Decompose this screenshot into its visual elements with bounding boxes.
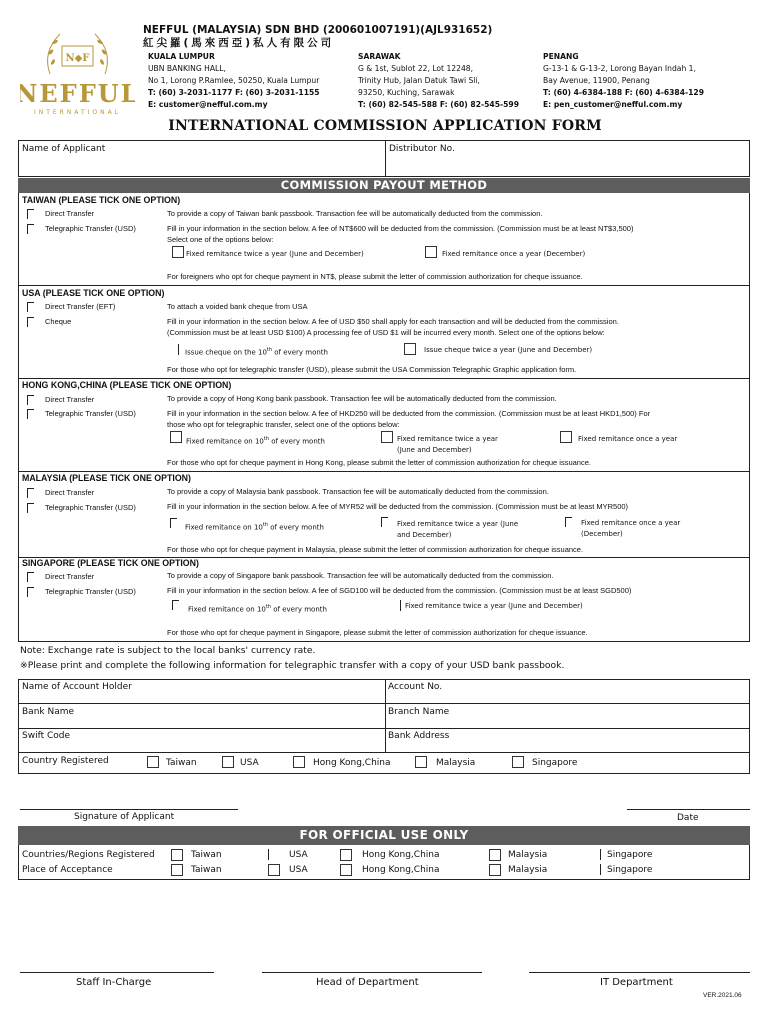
official-country-malaysia-checkbox[interactable] xyxy=(489,849,501,861)
my-twice-year-label-2: and December) xyxy=(397,531,452,539)
office-penang: PENANG G-13-1 & G-13-2, Lorong Bayan Indah 1, Bay Avenue, 11900, Penang T: (60) 4-6384-188 F: (60) 4-6384-129 E: pen_customer@nefful.com.my xyxy=(543,52,704,109)
hk-once-year-checkbox[interactable] xyxy=(560,431,572,443)
country-malaysia-label: Malaysia xyxy=(436,758,476,768)
usa-10th-label: Issue cheque on the 10th of every month xyxy=(185,347,328,357)
branch-name-label: Branch Name xyxy=(388,707,450,717)
place-singapore-label: Singapore xyxy=(607,865,653,875)
version-label: VER.2021.06 xyxy=(703,992,742,999)
it-department-line[interactable] xyxy=(529,972,750,973)
sg-twice-year-label: Fixed remitance twice a year (June and December) xyxy=(405,602,583,610)
taiwan-tt-label: Telegraphic Transfer (USD) xyxy=(45,224,136,233)
signature-line[interactable] xyxy=(20,809,238,810)
place-of-acceptance-label: Place of Acceptance xyxy=(22,865,113,875)
usa-twice-year-checkbox[interactable] xyxy=(404,343,416,355)
sg-tt-desc: Fill in your information in the section below. A fee of SGD100 will be deducted from the commission. (Commission must be at least SGD500) xyxy=(167,586,632,595)
staff-in-charge-label: Staff In-Charge xyxy=(76,977,152,988)
hk-once-year-label: Fixed remitance once a year xyxy=(578,435,678,443)
hk-direct-label: Direct Transfer xyxy=(45,395,95,404)
sg-note: For those who opt for cheque payment in Singapore, please submit the letter of commission authorization for cheque issuance. xyxy=(167,628,588,637)
date-line[interactable] xyxy=(627,809,750,810)
staff-in-charge-line[interactable] xyxy=(20,972,214,973)
form-title: INTERNATIONAL COMMISSION APPLICATION FORM xyxy=(168,118,602,134)
place-usa-checkbox[interactable] xyxy=(268,864,280,876)
official-country-usa-label: USA xyxy=(289,850,308,860)
sg-10th-checkbox[interactable] xyxy=(172,600,179,610)
hk-twice-year-label: Fixed remitance twice a year xyxy=(397,435,498,443)
print-instruction-note: ※Please print and complete the following information for telegraphic transfer with a copy of your USD bank passbook. xyxy=(20,660,565,671)
hk-tt-desc: Fill in your information in the section below. A fee of HKD250 will be deducted from the commission. (Commission must be at least HKD1,500) For xyxy=(167,409,651,418)
place-hongkong-label: Hong Kong,China xyxy=(362,865,440,875)
my-direct-label: Direct Transfer xyxy=(45,488,95,497)
singapore-title: SINGAPORE (PLEASE TICK ONE OPTION) xyxy=(22,558,199,568)
my-once-year-label: Fixed remitance once a year xyxy=(581,519,681,527)
usa-eft-checkbox[interactable] xyxy=(27,302,34,312)
country-taiwan-checkbox[interactable] xyxy=(147,756,159,768)
my-twice-year-checkbox[interactable] xyxy=(381,517,388,527)
exchange-rate-note: Note: Exchange rate is subject to the local banks' currency rate. xyxy=(20,645,316,656)
place-singapore-checkbox[interactable] xyxy=(600,864,601,875)
divider xyxy=(18,285,750,286)
taiwan-once-year-checkbox[interactable] xyxy=(425,246,437,258)
place-hongkong-checkbox[interactable] xyxy=(340,864,352,876)
official-country-singapore-label: Singapore xyxy=(607,850,653,860)
usa-cheque-desc2: (Commission must be at least USD $100) A processing fee of USD $1 will be incurred every month. Select one of the options below: xyxy=(167,328,605,337)
my-once-year-checkbox[interactable] xyxy=(565,517,572,527)
divider xyxy=(18,703,750,704)
my-tt-desc: Fill in your information in the section below. A fee of MYR52 will be deducted from the commission. (Commission must be at least MYR500) xyxy=(167,502,629,511)
country-malaysia-checkbox[interactable] xyxy=(415,756,427,768)
taiwan-direct-label: Direct Transfer xyxy=(45,209,95,218)
sg-twice-year-checkbox[interactable] xyxy=(400,600,401,611)
taiwan-title: TAIWAN (PLEASE TICK ONE OPTION) xyxy=(22,195,181,205)
official-country-hongkong-checkbox[interactable] xyxy=(340,849,352,861)
office-sarawak: SARAWAK G & 1st, Sublot 22, Lot 12248, Trinity Hub, Jalan Datuk Tawi Sli, 93250, Kuching, Sarawak T: (60) 82-545-588 F: (60) 82-545-599 xyxy=(358,52,519,109)
place-taiwan-label: Taiwan xyxy=(191,865,222,875)
country-registered-label: Country Registered xyxy=(22,756,109,766)
taiwan-once-year-label: Fixed remitance once a year (December) xyxy=(442,250,586,258)
logo-word: NEFFUL xyxy=(20,79,135,108)
company-name: NEFFUL (MALAYSIA) SDN BHD (200601007191)(AJL931652) 紅尖羅(馬來西亞)私人有限公司 xyxy=(143,24,493,49)
divider xyxy=(18,378,750,379)
taiwan-twice-year-checkbox[interactable] xyxy=(172,246,184,258)
country-singapore-label: Singapore xyxy=(532,758,578,768)
swift-code-label: Swift Code xyxy=(22,731,71,741)
signature-label: Signature of Applicant xyxy=(74,812,175,822)
sg-10th-label: Fixed remitance on 10th of every month xyxy=(188,604,327,614)
name-of-applicant-label: Name of Applicant xyxy=(22,144,106,154)
official-country-singapore-checkbox[interactable] xyxy=(600,849,601,860)
my-tt-checkbox[interactable] xyxy=(27,503,34,513)
divider xyxy=(18,471,750,472)
official-country-malaysia-label: Malaysia xyxy=(508,850,548,860)
my-note: For those who opt for cheque payment in Malaysia, please submit the letter of commission authorization for cheque issuance. xyxy=(167,545,584,554)
countries-registered-label: Countries/Regions Registered xyxy=(22,850,155,860)
my-once-year-label-2: (December) xyxy=(581,530,623,538)
hk-tt-label: Telegraphic Transfer (USD) xyxy=(45,409,136,418)
divider xyxy=(385,140,386,177)
hk-twice-year-checkbox[interactable] xyxy=(381,431,393,443)
office-kuala-lumpur: KUALA LUMPUR UBN BANKING HALL, No 1, Lorong P.Ramlee, 50250, Kuala Lumpur T: (60) 3-2031-1177 F: (60) 3-2031-1155 E: customer@nefful.com.my xyxy=(148,52,320,109)
it-department-label: IT Department xyxy=(600,977,673,988)
place-malaysia-label: Malaysia xyxy=(508,865,548,875)
place-usa-label: USA xyxy=(289,865,308,875)
country-singapore-checkbox[interactable] xyxy=(512,756,524,768)
usa-title: USA (PLEASE TICK ONE OPTION) xyxy=(22,288,165,298)
place-malaysia-checkbox[interactable] xyxy=(489,864,501,876)
account-no-label: Account No. xyxy=(388,682,443,692)
taiwan-note: For foreigners who opt for cheque payment in NT$, please submit the letter of commission authorization for cheque issuance. xyxy=(167,272,583,281)
nefful-logo xyxy=(20,22,135,118)
date-label: Date xyxy=(677,813,699,823)
hk-twice-year-label-2: (June and December) xyxy=(397,446,472,454)
usa-10th-checkbox[interactable] xyxy=(178,344,179,355)
usa-cheque-label: Cheque xyxy=(45,317,72,326)
sg-direct-desc: To provide a copy of Singapore bank passbook. Transaction fee will be automatically deducted from the commission. xyxy=(167,571,554,580)
sg-tt-label: Telegraphic Transfer (USD) xyxy=(45,587,136,596)
usa-cheque-desc: Fill in your information in the section below. A fee of USD $50 shall apply for each transaction and will be deducted from the commission. xyxy=(167,317,619,326)
account-holder-label: Name of Account Holder xyxy=(22,682,132,692)
hk-10th-checkbox[interactable] xyxy=(170,431,182,443)
my-direct-desc: To provide a copy of Malaysia bank passbook. Transaction fee will be automatically deducted from the commission. xyxy=(167,487,549,496)
bank-address-label: Bank Address xyxy=(388,731,450,741)
taiwan-direct-checkbox[interactable] xyxy=(27,209,34,219)
divider xyxy=(18,728,750,729)
usa-twice-year-label: Issue cheque twice a year (June and December) xyxy=(424,346,593,354)
hk-tt-checkbox[interactable] xyxy=(27,409,34,419)
country-usa-label: USA xyxy=(240,758,259,768)
distributor-no-field[interactable] xyxy=(389,156,747,176)
taiwan-twice-year-label: Fixed remitance twice a year (June and December) xyxy=(186,250,364,258)
sg-direct-label: Direct Transfer xyxy=(45,572,95,581)
country-hongkong-label: Hong Kong,China xyxy=(313,758,391,768)
taiwan-tt-desc: Fill in your information in the section below. A fee of NT$600 will be deducted from the commission. (Commission must be at least NT$3,500) xyxy=(167,224,634,233)
taiwan-tt-desc2: Select one of the options below: xyxy=(167,235,274,244)
my-10th-label: Fixed remitance on 10th of every month xyxy=(185,522,324,532)
hk-note: For those who opt for cheque payment in Hong Kong, please submit the letter of commission authorization for cheque issuance. xyxy=(167,458,591,467)
place-taiwan-checkbox[interactable] xyxy=(171,864,183,876)
my-twice-year-label: Fixed remitance twice a year (June xyxy=(397,520,519,528)
taiwan-direct-desc: To provide a copy of Taiwan bank passbook. Transaction fee will be automatically deducted from the commission. xyxy=(167,209,543,218)
payout-method-header: COMMISSION PAYOUT METHOD xyxy=(18,178,750,193)
my-10th-checkbox[interactable] xyxy=(170,518,177,528)
sg-direct-checkbox[interactable] xyxy=(27,572,34,582)
usa-eft-desc: To attach a voided bank cheque from USA xyxy=(167,302,308,311)
country-usa-checkbox[interactable] xyxy=(222,756,234,768)
sg-tt-checkbox[interactable] xyxy=(27,587,34,597)
hk-direct-checkbox[interactable] xyxy=(27,395,34,405)
distributor-no-label: Distributor No. xyxy=(389,144,455,154)
official-country-hongkong-label: Hong Kong,China xyxy=(362,850,440,860)
malaysia-title: MALAYSIA (PLEASE TICK ONE OPTION) xyxy=(22,473,191,483)
svg-text:INTERNATIONAL: INTERNATIONAL xyxy=(33,109,122,116)
head-of-department-label: Head of Department xyxy=(316,977,419,988)
svg-text:N◆F: N◆F xyxy=(65,53,90,64)
head-of-department-line[interactable] xyxy=(262,972,482,973)
official-country-taiwan-checkbox[interactable] xyxy=(171,849,183,861)
country-taiwan-label: Taiwan xyxy=(166,758,197,768)
usa-cheque-checkbox[interactable] xyxy=(27,317,34,327)
country-hongkong-checkbox[interactable] xyxy=(293,756,305,768)
hk-tt-desc2: those who opt for telegraphic transfer, select one of the options below: xyxy=(167,420,400,429)
my-tt-label: Telegraphic Transfer (USD) xyxy=(45,503,136,512)
usa-note: For those who opt for telegraphic transfer (USD), please submit the USA Commission Telegraphic Graphic application form. xyxy=(167,365,577,374)
company-name-cn: 紅尖羅(馬來西亞)私人有限公司 xyxy=(143,37,335,49)
official-country-taiwan-label: Taiwan xyxy=(191,850,222,860)
name-of-applicant-field[interactable] xyxy=(22,156,382,176)
hk-direct-desc: To provide a copy of Hong Kong bank passbook. Transaction fee will be automatically deducted from the commission. xyxy=(167,394,557,403)
taiwan-tt-checkbox[interactable] xyxy=(27,224,34,234)
hk-10th-label: Fixed remitance on 10th of every month xyxy=(186,436,325,446)
usa-eft-label: Direct Transfer (EFT) xyxy=(45,302,116,311)
official-country-usa-checkbox[interactable] xyxy=(268,849,269,860)
divider xyxy=(18,752,750,753)
bank-name-label: Bank Name xyxy=(22,707,75,717)
divider xyxy=(385,679,386,752)
hongkong-title: HONG KONG,CHINA (PLEASE TICK ONE OPTION) xyxy=(22,380,232,390)
official-use-header: FOR OFFICIAL USE ONLY xyxy=(18,826,750,845)
my-direct-checkbox[interactable] xyxy=(27,488,34,498)
